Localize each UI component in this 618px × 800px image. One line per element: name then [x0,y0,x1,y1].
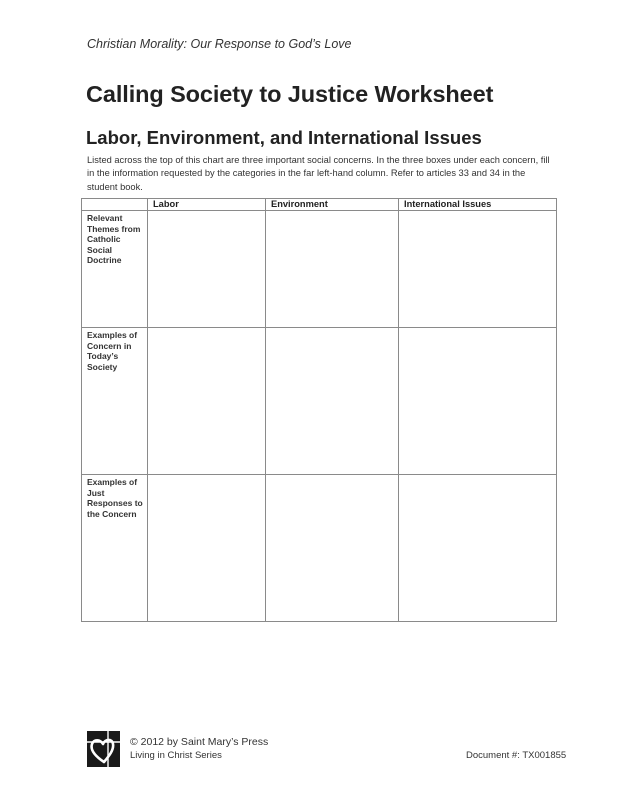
answer-cell-labor-responses[interactable] [148,475,266,622]
answer-cell-environment-responses[interactable] [266,475,399,622]
section-subtitle: Labor, Environment, and International Issues [86,127,482,148]
table-header-row [82,199,557,211]
series-name: Living in Christ Series [130,750,222,761]
table-row [82,328,557,475]
answer-cell-labor-concern[interactable] [148,328,266,475]
row-label-just-responses: Examples of Just Responses to the Concern [82,475,148,622]
answer-cell-environment-themes[interactable] [266,211,399,328]
page-title: Calling Society to Justice Worksheet [86,81,494,107]
answer-cell-international-themes[interactable] [399,211,557,328]
column-header-empty [82,199,148,211]
answer-cell-environment-concern[interactable] [266,328,399,475]
copyright-text: © 2012 by Saint Mary’s Press [130,736,269,748]
table-row [82,475,557,622]
column-header-labor: Labor [148,199,266,211]
row-label-examples-of-concern: Examples of Concern in Today’s Society [82,328,148,475]
worksheet-table [81,198,557,622]
column-header-environment: Environment [266,199,399,211]
heart-cross-logo-icon [87,731,120,767]
table-row [82,211,557,328]
answer-cell-labor-themes[interactable] [148,211,266,328]
series-title: Christian Morality: Our Response to God’s Love [87,37,352,51]
answer-cell-international-concern[interactable] [399,328,557,475]
document-number: Document #: TX001855 [466,750,567,761]
column-header-international-issues: International Issues [399,199,557,211]
answer-cell-international-responses[interactable] [399,475,557,622]
row-label-relevant-themes: Relevant Themes from Catholic Social Doctrine [82,211,148,328]
instructions-text: Listed across the top of this chart are three important social concerns. In the three boxes under each concern, fill in the information requested by the categories in the far left-hand column. Refer to articles 33 and 34 in the student book. [87,155,550,192]
